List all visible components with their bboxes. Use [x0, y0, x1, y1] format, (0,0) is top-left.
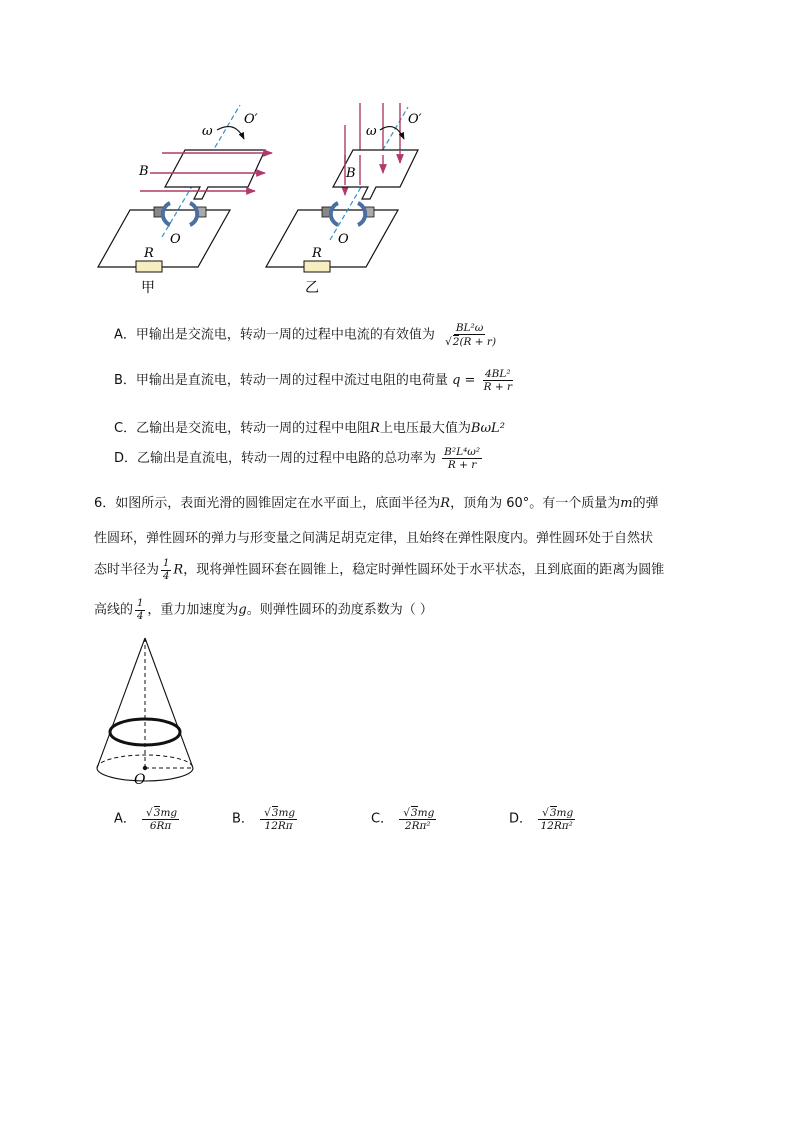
field-label: B	[139, 164, 149, 179]
q6-line-4: 高线的 $\frac{1}{4}$ ，重力加速度为g。则弹性圆环的劲度系数为（ ）	[94, 598, 433, 622]
q6-line-2: 性圆环，弹性圆环的弹力与形变量之间满足胡克定律，且始终在弹性限度内。弹性圆环处于自然状	[94, 531, 654, 546]
formula-a: BL²ω √ 2(R + r)	[441, 322, 498, 348]
q5-option-c: C．乙输出是交流电，转动一周的过程中电阻R上电压最大值为BωL²	[114, 421, 505, 436]
omega-label: ω	[202, 124, 213, 139]
axis-bottom-label: O	[338, 232, 349, 247]
q5-option-a: A．甲输出是交流电，转动一周的过程中电流的有效值为 BL²ω √ 2(R + r)	[114, 322, 500, 348]
generator-figure	[90, 95, 450, 300]
q6-option-c: C． √ $\frac{3mg}{\text{2Rπ²}}$	[371, 806, 438, 832]
axis-top-label: O′	[408, 112, 422, 127]
fraction-quarter: $\frac{1}{4}$	[137, 598, 144, 622]
q6-line-1: 6．如图所示，表面光滑的圆锥固定在水平面上，底面半径为R，顶角为 60°。有一个质量为m的弹	[94, 496, 659, 511]
cone-center-label: O	[134, 772, 146, 788]
q6-option-b: B． √ $\frac{3mg}{12R\pi}$	[232, 806, 299, 832]
axis-top-label: O′	[244, 112, 258, 127]
q5-option-d: D．乙输出是直流电，转动一周的过程中电路的总功率为 $\frac{\text{B²L⁴ω²}}{R + r}$	[114, 446, 481, 472]
q6-option-a: A． √ $\frac{3mg}{6R\pi}$	[114, 806, 181, 832]
fraction-quarter: $\frac{1}{4}$	[163, 558, 170, 582]
q6-line-3: 态时半径为 $\frac{1}{4}$ R，现将弹性圆环套在圆锥上，稳定时弹性圆环处于水平状态，且到底面的距离为圆锥	[94, 558, 665, 582]
formula-b: $\frac{\text{4BL²}}{R + r}$	[483, 368, 512, 394]
generator-left	[98, 105, 272, 296]
field-label: B	[346, 166, 356, 181]
resistor-label: R	[144, 246, 154, 261]
generator-right	[266, 103, 422, 296]
caption-left: 甲	[141, 280, 155, 296]
cone-figure	[90, 632, 200, 792]
caption-right: 乙	[305, 280, 319, 296]
resistor-label: R	[312, 246, 322, 261]
q5-option-b: B．甲输出是直流电，转动一周的过程中流过电阻的电荷量 q = $\frac{\text{4BL²}}{R + r}$	[114, 368, 512, 394]
q6-option-d: D． √ $\frac{3mg}{\text{12Rπ²}}$	[509, 806, 577, 832]
omega-label: ω	[366, 124, 377, 139]
resistor	[304, 261, 330, 272]
axis-bottom-label: O	[170, 232, 181, 247]
resistor	[136, 261, 162, 272]
formula-d: $\frac{\text{B²L⁴ω²}}{R + r}$	[444, 446, 481, 472]
